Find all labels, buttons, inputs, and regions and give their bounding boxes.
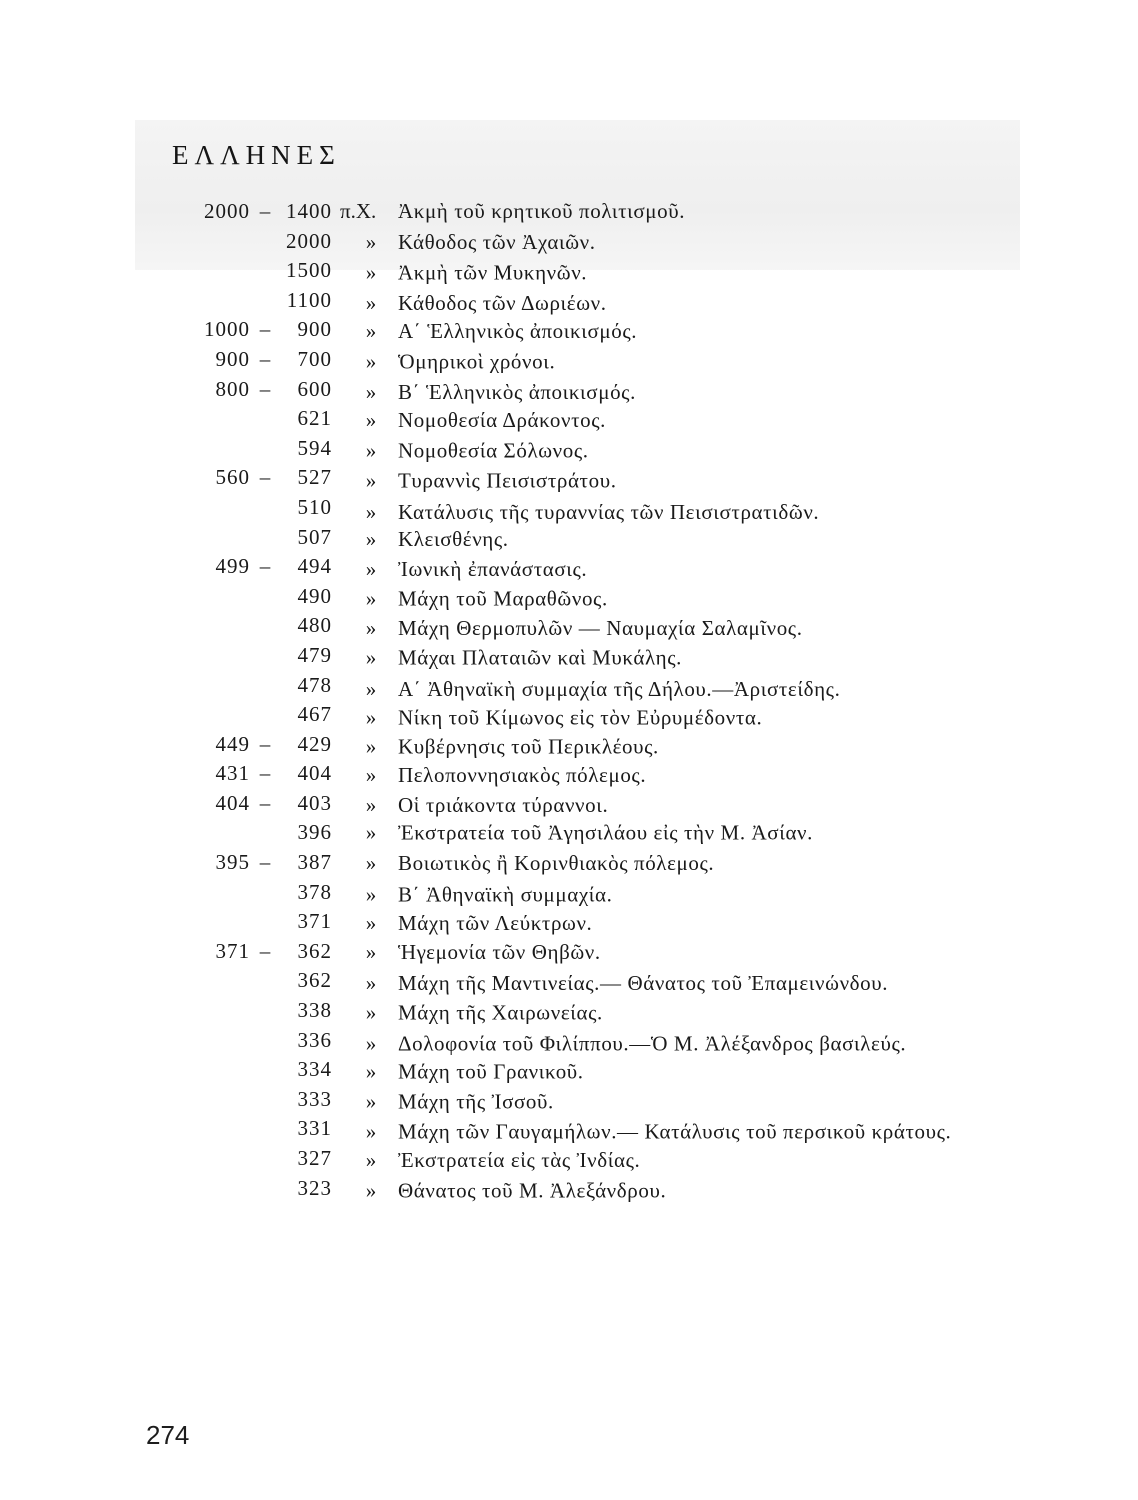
section-title: ΕΛΛΗΝΕΣ	[172, 140, 341, 170]
event-text: Θάνατος τοῦ Μ. Ἀλεξάνδρου.	[398, 1177, 667, 1202]
event-text: Δολοφονία τοῦ Φιλίππου.—Ὁ Μ. Ἀλέξανδρος βασιλεύς.	[398, 1031, 907, 1056]
date-start: 404	[215, 790, 250, 815]
event-text: Οἱ τριάκοντα τύραννοι.	[398, 792, 609, 817]
timeline-entry	[180, 1144, 1060, 1174]
ditto-mark: »	[365, 882, 377, 907]
ditto-mark: »	[365, 407, 377, 432]
date-end: 494	[297, 554, 332, 579]
date-end: 700	[297, 346, 332, 371]
event-text: Ἡγεμονία τῶν Θηβῶν.	[398, 940, 601, 965]
date-end: 594	[297, 435, 332, 460]
timeline-entry	[180, 996, 1060, 1026]
ditto-mark: »	[365, 971, 377, 996]
timeline-entry	[180, 404, 1060, 434]
timeline-entry	[180, 759, 1060, 789]
timeline-entry	[180, 611, 1060, 641]
date-dash: –	[259, 346, 271, 371]
date-dash: –	[259, 761, 271, 786]
ditto-mark: »	[365, 1059, 377, 1084]
ditto-mark: »	[365, 260, 377, 285]
ditto-mark: »	[365, 616, 377, 641]
timeline-entry	[180, 227, 1060, 257]
date-end: 378	[297, 879, 332, 904]
timeline-entry	[180, 1114, 1060, 1144]
era-label: π.Χ.	[340, 199, 377, 223]
ditto-mark: »	[365, 1089, 377, 1114]
event-text: Μάχη τοῦ Γρανικοῦ.	[398, 1059, 584, 1084]
event-text: Τυραννὶς Πεισιστράτου.	[398, 468, 617, 493]
timeline-entry	[180, 315, 1060, 345]
timeline-entry	[180, 493, 1060, 523]
event-text: Μάχη τῶν Λεύκτρων.	[398, 911, 593, 936]
date-end: 336	[297, 1027, 332, 1052]
date-end: 331	[297, 1116, 332, 1141]
timeline-entry	[180, 966, 1060, 996]
date-dash: –	[259, 376, 271, 401]
date-end: 362	[297, 968, 332, 993]
date-end: 510	[297, 494, 332, 519]
event-text: Β΄ Ἀθηναϊκὴ συμμαχία.	[398, 882, 613, 907]
timeline-entry	[180, 375, 1060, 405]
ditto-mark: »	[365, 557, 377, 582]
date-dash: –	[259, 554, 271, 579]
date-end: 527	[297, 465, 332, 490]
date-end: 371	[297, 909, 332, 934]
timeline-entry	[180, 286, 1060, 316]
date-dash: –	[259, 199, 271, 223]
date-end: 467	[297, 702, 332, 727]
timeline-entry	[180, 730, 1060, 760]
timeline-entry	[180, 1055, 1060, 1085]
date-end: 334	[297, 1057, 332, 1082]
date-start: 371	[215, 938, 250, 963]
timeline-entry	[180, 1085, 1060, 1115]
event-text: Β΄ Ἑλληνικὸς ἀποικισμός.	[398, 379, 636, 404]
date-dash: –	[259, 790, 271, 815]
timeline-entry	[180, 641, 1060, 671]
timeline-entry	[180, 1026, 1060, 1056]
timeline-entry	[180, 197, 1060, 227]
timeline-entry	[180, 1174, 1060, 1204]
date-end: 323	[297, 1175, 332, 1200]
ditto-mark: »	[365, 676, 377, 701]
page-number: 274	[146, 1420, 190, 1450]
ditto-mark: »	[365, 349, 377, 374]
event-text: Μάχη τῶν Γαυγαμήλων.— Κατάλυσις τοῦ περσικοῦ κράτους.	[398, 1120, 952, 1145]
date-end: 900	[297, 317, 332, 342]
event-text: Ἀκμὴ τοῦ κρητικοῦ πολιτισμοῦ.	[398, 199, 686, 223]
timeline-entry	[180, 878, 1060, 908]
date-start: 800	[215, 376, 250, 401]
timeline-entry	[180, 937, 1060, 967]
date-end: 479	[297, 642, 332, 667]
event-text: Α΄ Ἑλληνικὸς ἀποικισμός.	[398, 319, 638, 344]
timeline-entry	[180, 907, 1060, 937]
event-text: Μάχη τοῦ Μαραθῶνος.	[398, 586, 608, 611]
date-end: 362	[297, 938, 332, 963]
timeline-entry	[180, 523, 1060, 553]
date-end: 333	[297, 1086, 332, 1111]
ditto-mark: »	[365, 821, 377, 846]
event-text: Κλεισθένης.	[398, 526, 509, 551]
event-text: Πελοποννησιακὸς πόλεμος.	[398, 763, 647, 788]
date-start: 2000	[204, 199, 250, 223]
event-text: Κάθοδος τῶν Δωριέων.	[398, 290, 607, 315]
event-text: Μάχη τῆς Μαντινείας.— Θάνατος τοῦ Ἐπαμεινώνδου.	[398, 971, 889, 996]
event-text: Ἀκμὴ τῶν Μυκηνῶν.	[398, 260, 588, 285]
date-end: 403	[297, 790, 332, 815]
timeline-entry	[180, 434, 1060, 464]
event-text: Α΄ Ἀθηναϊκὴ συμμαχία τῆς Δήλου.—Ἀριστείδης.	[398, 676, 841, 701]
ditto-mark: »	[365, 763, 377, 788]
event-text: Ἐκστρατεία τοῦ Ἀγησιλάου εἰς τὴν Μ. Ἀσίαν.	[398, 821, 814, 846]
date-end: 404	[297, 761, 332, 786]
date-start: 499	[215, 554, 250, 579]
ditto-mark: »	[365, 229, 377, 254]
date-end: 338	[297, 998, 332, 1023]
timeline-entry	[180, 552, 1060, 582]
date-end: 507	[297, 524, 332, 549]
date-start: 431	[215, 761, 250, 786]
timeline-entry	[180, 463, 1060, 493]
date-end: 621	[297, 406, 332, 431]
date-start: 900	[215, 346, 250, 371]
date-end: 480	[297, 613, 332, 638]
ditto-mark: »	[365, 645, 377, 670]
timeline-entry	[180, 671, 1060, 701]
timeline-entry	[180, 256, 1060, 286]
date-end: 2000	[286, 228, 332, 253]
event-text: Ἰωνικὴ ἐπανάστασις.	[398, 557, 588, 582]
ditto-mark: »	[365, 319, 377, 344]
ditto-mark: »	[365, 1031, 377, 1056]
event-text: Νομοθεσία Δράκοντος.	[398, 407, 606, 432]
date-end: 396	[297, 820, 332, 845]
event-text: Ἐκστρατεία εἰς τὰς Ἰνδίας.	[398, 1147, 641, 1172]
ditto-mark: »	[365, 792, 377, 817]
chronology-list	[180, 197, 1060, 1203]
date-end: 1500	[286, 258, 332, 283]
ditto-mark: »	[365, 438, 377, 463]
event-text: Μάχη τῆς Χαιρωνείας.	[398, 1000, 603, 1025]
date-start: 1000	[204, 317, 250, 342]
event-text: Κυβέρνησις τοῦ Περικλέους.	[398, 734, 659, 759]
ditto-mark: »	[365, 1147, 377, 1172]
event-text: Κάθοδος τῶν Ἀχαιῶν.	[398, 229, 596, 254]
ditto-mark: »	[365, 290, 377, 315]
date-end: 327	[297, 1146, 332, 1170]
date-end: 1400	[286, 199, 332, 223]
event-text: Μάχη τῆς Ἰσσοῦ.	[398, 1089, 554, 1114]
ditto-mark: »	[365, 940, 377, 965]
event-text: Μάχη Θερμοπυλῶν — Ναυμαχία Σαλαμῖνος.	[398, 616, 803, 641]
timeline-entry	[180, 700, 1060, 730]
ditto-mark: »	[365, 499, 377, 524]
date-dash: –	[259, 731, 271, 756]
ditto-mark: »	[365, 1177, 377, 1202]
event-text: Νομοθεσία Σόλωνος.	[398, 438, 589, 463]
date-end: 387	[297, 850, 332, 875]
date-dash: –	[259, 465, 271, 490]
date-end: 478	[297, 672, 332, 697]
ditto-mark: »	[365, 526, 377, 551]
date-end: 600	[297, 376, 332, 401]
timeline-entry	[180, 789, 1060, 819]
event-text: Ὁμηρικοὶ χρόνοι.	[398, 349, 556, 374]
event-text: Νίκη τοῦ Κίμωνος εἰς τὸν Εὐρυμέδοντα.	[398, 705, 763, 730]
date-dash: –	[259, 938, 271, 963]
ditto-mark: »	[365, 586, 377, 611]
date-dash: –	[259, 317, 271, 342]
event-text: Κατάλυσις τῆς τυραννίας τῶν Πεισιστρατιδῶν.	[398, 499, 820, 524]
ditto-mark: »	[365, 851, 377, 876]
date-end: 429	[297, 731, 332, 756]
ditto-mark: »	[365, 379, 377, 404]
ditto-mark: »	[365, 1000, 377, 1025]
ditto-mark: »	[365, 734, 377, 759]
ditto-mark: »	[365, 468, 377, 493]
date-start: 560	[215, 465, 250, 490]
timeline-entry	[180, 345, 1060, 375]
timeline-entry	[180, 818, 1060, 848]
ditto-mark: »	[365, 911, 377, 936]
event-text: Βοιωτικὸς ἢ Κορινθιακὸς πόλεμος.	[398, 851, 715, 876]
date-dash: –	[259, 850, 271, 875]
date-end: 490	[297, 583, 332, 608]
date-start: 449	[215, 731, 250, 756]
timeline-entry	[180, 582, 1060, 612]
event-text: Μάχαι Πλαταιῶν καὶ Μυκάλης.	[398, 645, 682, 670]
date-start: 395	[215, 850, 250, 875]
timeline-entry	[180, 848, 1060, 878]
ditto-mark: »	[365, 705, 377, 730]
ditto-mark: »	[365, 1120, 377, 1145]
date-end: 1100	[286, 287, 332, 312]
